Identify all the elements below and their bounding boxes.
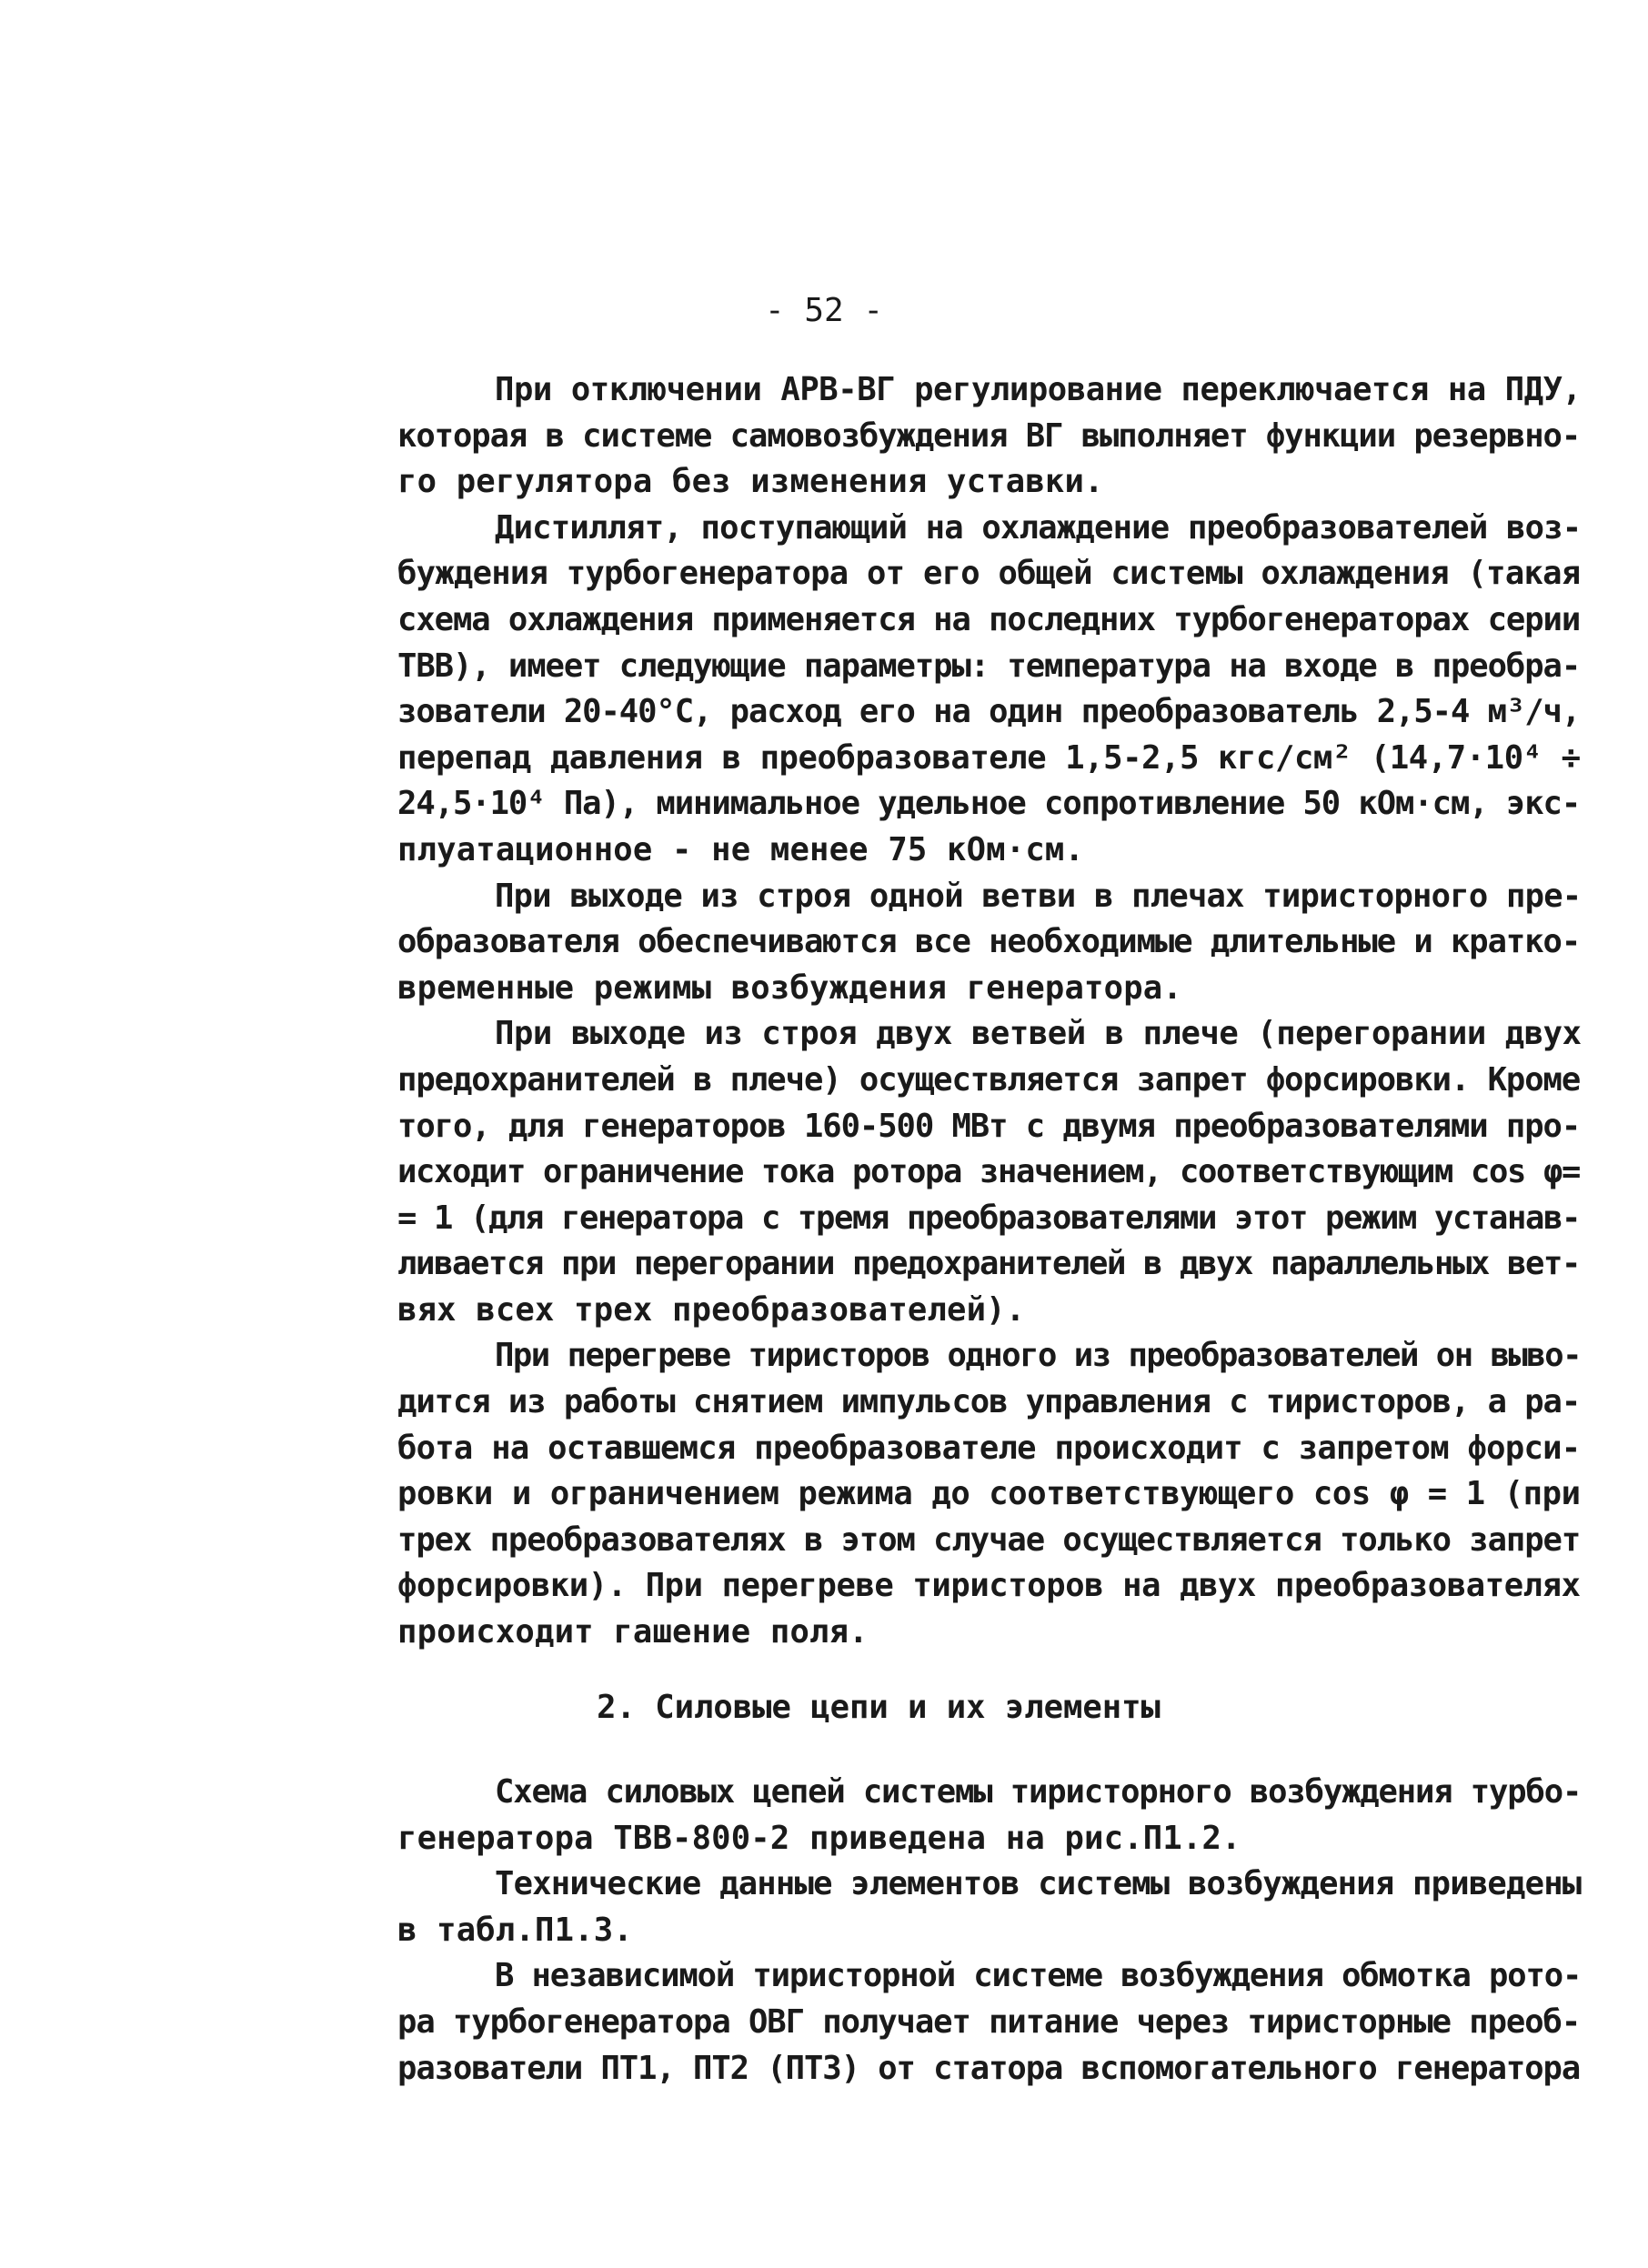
paragraph-p1 (397, 367, 1592, 506)
text-line: вях всех трех преобразователей). (397, 1290, 1026, 1329)
text-line: = 1 (для генератора с тремя преобразователями этот режим устанав- (397, 1199, 1580, 1237)
text-line: В независимой тиристорной системе возбуждения обмотка рото- (495, 1957, 1582, 1995)
paragraph-p8 (397, 1953, 1592, 2092)
text-line: разователи ПТ1, ПТ2 (ПТ3) от статора вспомогательного генератора (397, 2049, 1581, 2087)
text-line: При выходе из строя двух ветвей в плече (перегорании двух (495, 1015, 1582, 1053)
text-line: форсировки). При перегреве тиристоров на двух преобразователях (397, 1567, 1581, 1605)
paragraph-p7 (397, 1862, 1592, 1953)
text-line: временные режимы возбуждения генератора. (397, 968, 1182, 1007)
text-line: ТВВ), имеет следующие параметры: температура на входе в преобра- (397, 647, 1581, 685)
paragraph-p5 (397, 1333, 1592, 1655)
paragraph-p3 (397, 874, 1592, 1012)
text-line: того, для генераторов 160-500 МВт с двумя преобразователями про- (397, 1107, 1581, 1145)
text-line: в табл.П1.3. (397, 1911, 633, 1949)
text-line: При отключении АРВ-ВГ регулирование переключается на ПДУ, (495, 371, 1582, 408)
section-heading: 2. Силовые цепи и их элементы (597, 1689, 1161, 1726)
text-line: При перегреве тиристоров одного из преобразователей он выво- (495, 1337, 1581, 1375)
text-line: Технические данные элементов системы возбуждения приведены (495, 1865, 1582, 1903)
text-line: происходит гашение поля. (397, 1613, 869, 1651)
text-line: При выходе из строя одной ветви в плечах тиристорного пре- (495, 877, 1582, 915)
body-text-lower (397, 1770, 1592, 2092)
text-line: предохранителей в плече) осуществляется запрет форсировки. Кроме (397, 1060, 1581, 1099)
text-line: зователи 20-40°С, расход его на один преобразователь 2,5-4 м³/ч, (397, 693, 1581, 731)
text-line: плуатационное - не менее 75 кОм·см. (397, 830, 1085, 868)
text-line: ливается при перегорании предохранителей в двух параллельных вет- (397, 1245, 1580, 1283)
text-line: ра турбогенератора ОВГ получает питание через тиристорные преоб- (397, 2002, 1581, 2041)
text-line: дится из работы снятием импульсов управления с тиристоров, а ра- (397, 1383, 1581, 1421)
paragraph-p2 (397, 506, 1592, 874)
paragraph-p6 (397, 1770, 1592, 1862)
text-line: исходит ограничение тока ротора значением, соответствующим cos φ= (397, 1153, 1580, 1191)
text-line: бота на оставшемся преобразователе происходит с запретом форси- (397, 1429, 1581, 1467)
text-line: Схема силовых цепей системы тиристорного возбуждения турбо- (495, 1773, 1582, 1811)
text-line: схема охлаждения применяется на последних турбогенераторах серии (397, 600, 1581, 638)
text-line: перепад давления в преобразователе 1,5-2,5 кгс/см² (14,7·10⁴ ÷ (397, 738, 1581, 777)
body-text-upper (397, 367, 1592, 1656)
text-line: трех преобразователях в этом случае осуществляется только запрет (397, 1520, 1581, 1559)
text-line: Дистиллят, поступающий на охлаждение преобразователей воз- (495, 508, 1582, 547)
text-line: 24,5·10⁴ Па), минимальное удельное сопротивление 50 кОм·см, экс- (397, 785, 1581, 823)
text-line: буждения турбогенератора от его общей системы охлаждения (такая (397, 555, 1581, 593)
text-line: образователя обеспечиваются все необходимые длительные и кратко- (397, 923, 1581, 961)
page-number: - 52 - (764, 292, 884, 329)
text-line: ровки и ограничением режима до соответствующего cos φ = 1 (при (397, 1475, 1581, 1513)
text-line: го регулятора без изменения уставки. (397, 463, 1104, 501)
text-line: генератора ТВВ-800-2 приведена на рис.П1.2. (397, 1819, 1241, 1857)
text-line: которая в системе самовозбуждения ВГ выполняет функции резервно- (397, 416, 1581, 455)
paragraph-p4 (397, 1011, 1592, 1333)
